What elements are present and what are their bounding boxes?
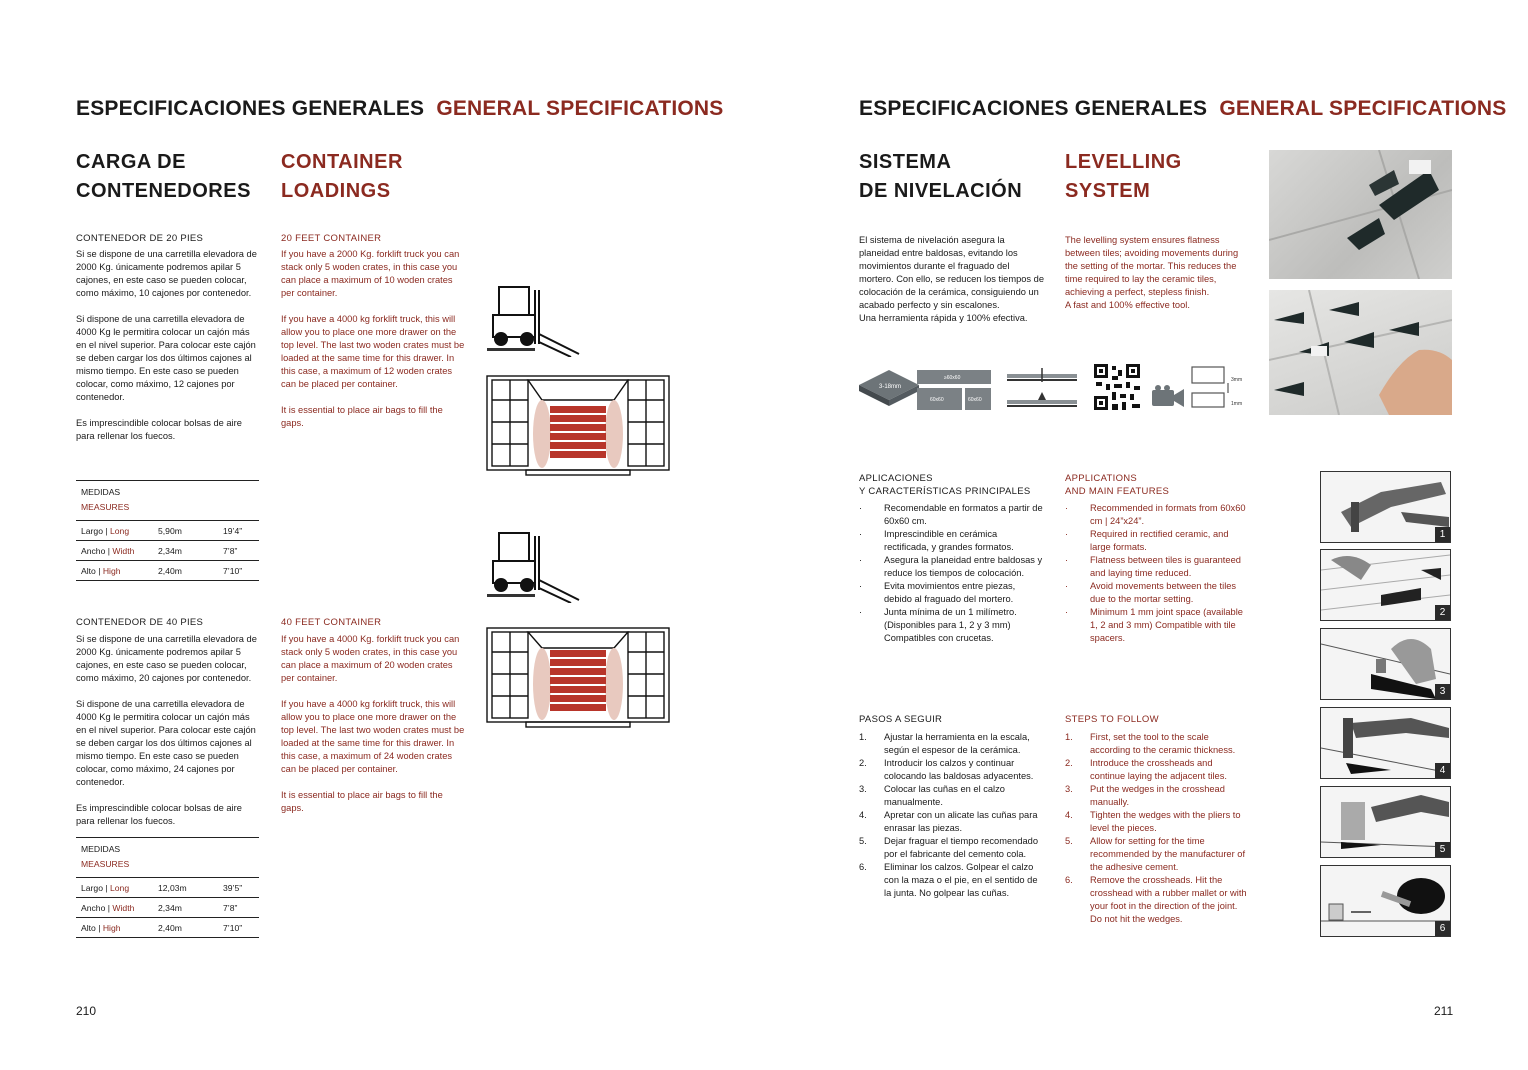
list-item: 5. Dejar fraguar el tiempo recomendado por el fabricante del cemento cola. xyxy=(859,836,1038,859)
right-header xyxy=(859,97,1506,121)
list-item: · Recommended in formats from 60x60 cm | 24”x24”. xyxy=(1065,503,1246,526)
c40-measures-h-en: MEASURES xyxy=(76,854,259,878)
steps-es-list xyxy=(859,731,1044,900)
step-number: 6 xyxy=(1435,921,1450,936)
left-title-es xyxy=(76,148,251,206)
list-item: 1. First, set the tool to the scale according to the ceramic thickness. xyxy=(1065,732,1236,755)
video-camera-icon xyxy=(1151,385,1185,409)
list-item: 3. Put the wedges in the crosshead manually. xyxy=(1065,784,1225,807)
row-metric: 2,34m xyxy=(158,545,182,556)
list-item: 5. Allow for setting for the time recommended by the manufacturer of the adhesive cement. xyxy=(1065,836,1246,872)
intro-en-text: The levelling system ensures flatness between tiles; avoiding movements during the setting of the mortar. This reduces the time required to lay the ceramic tiles, achieving a perfect, stepless finish. xyxy=(1065,235,1239,297)
c20-es-p1: Si se dispone de una carretilla elevadora de 2000 Kg. únicamente podremos apilar 5 cajones, en este caso se pueden colocar, como máximo, 10 cajones por contenedor. xyxy=(76,249,257,298)
list-item: · Recomendable en formatos a partir de 60x60 cm. xyxy=(859,503,1043,526)
row-metric: 12,03m xyxy=(158,882,187,893)
tile-size-b: 60x60 xyxy=(968,397,982,403)
row-imperial: 19’4” xyxy=(223,525,243,536)
wedge-manual-icon xyxy=(1321,629,1450,699)
row-label-en: Long xyxy=(110,525,130,536)
c20-es-p2: Si dispone de una carretilla elevadora de 4000 Kg le permitira colocar un cajón más en el nivel superior. Para colocar este cajón se deben cargar los dos últimos cajones al mismo tiempo. En este caso se pueden colocar, como máximo, 12 cajones por contenedor. xyxy=(76,314,256,402)
c40-en-p2: If you have a 4000 kg forklift truck, this will allow you to place one more drawer on the top level. The last two woden crates must be loaded at the same time for this drawer. In this case, a maximum of 24 woden crates can be placed per container. xyxy=(281,699,465,774)
c40-measures-h-es: MEDIDAS xyxy=(76,837,259,854)
list-item: · Evita movimientos entre piezas, debido al fraguado del mortero. xyxy=(859,581,1016,604)
c40-es-heading: CONTENEDOR DE 40 PIES xyxy=(76,617,204,628)
joint-1mm-label: 1mm xyxy=(1231,401,1243,407)
crosshead-insert-icon xyxy=(1321,550,1450,620)
step-number: 5 xyxy=(1435,842,1450,857)
intro-en-tagline: A fast and 100% effective tool. xyxy=(1065,300,1190,310)
right-title-en xyxy=(1065,148,1182,206)
step-number: 4 xyxy=(1435,763,1450,778)
step-number: 1 xyxy=(1435,527,1450,542)
c40-es-p1: Si se dispone de una carretilla elevadora de 2000 Kg. únicamente podremos apilar 5 cajones, en este caso se pueden colocar, como máximo, 20 cajones por contenedor. xyxy=(76,634,257,683)
step-number: 2 xyxy=(1435,605,1450,620)
row-metric: 2,34m xyxy=(158,902,182,913)
levelling-photo-2 xyxy=(1269,290,1452,415)
row-label-es: Ancho xyxy=(81,902,106,913)
right-header-en: GENERAL SPECIFICATIONS xyxy=(1219,97,1507,120)
row-imperial: 7’10” xyxy=(223,565,243,576)
c20-es-heading: CONTENEDOR DE 20 PIES xyxy=(76,233,204,244)
list-item: · Asegura la planeidad entre baldosas y reduce los tiempos de colocación. xyxy=(859,555,1043,578)
list-item: · Minimum 1 mm joint space (available 1, 2 and 3 mm) Compatible with tile spacers. xyxy=(1065,607,1243,643)
c20-measures-h-es: MEDIDAS xyxy=(76,480,259,497)
row-label-en: High xyxy=(102,922,121,933)
intro-es-text: El sistema de nivelación asegura la planeidad entre baldosas, evitando los movimientos durante el fraguado del mortero. Con ello, se reducen los tiempos de colocación de la cerámica, consiguiendo un acabado perfecto y sin escalones. xyxy=(859,235,1044,310)
tile-thickness-icon xyxy=(857,365,921,410)
table-row: Alto | High 2,40m 7’10” xyxy=(76,918,259,938)
c40-es-text xyxy=(76,633,261,841)
right-page-number: 211 xyxy=(1434,1004,1454,1018)
list-item: 1. Ajustar la herramienta en la escala, según el espesor de la cerámica. xyxy=(859,732,1030,755)
steps-es-heading: PASOS A SEGUIR xyxy=(859,714,943,725)
list-item: · Imprescindible en cerámica rectificada, y grandes formatos. xyxy=(859,529,1014,552)
c20-measures-table xyxy=(76,480,259,581)
row-label-es: Largo xyxy=(81,525,103,536)
step-illustration-6 xyxy=(1320,865,1451,937)
c20-es-p3: Es imprescindible colocar bolsas de aire para rellenar los fuecos. xyxy=(76,418,242,441)
list-item: · Avoid movements between the tiles due to the mortar setting. xyxy=(1065,581,1237,604)
left-title-en-line1: CONTAINER xyxy=(281,151,403,173)
left-title-en-line2: LOADINGS xyxy=(281,180,391,202)
step-illustration-3 xyxy=(1320,628,1451,700)
right-title-es xyxy=(859,148,1022,206)
forklift-4000-illustration xyxy=(483,528,583,603)
apps-es-h1: APLICACIONES xyxy=(859,473,933,484)
rubber-mallet-icon xyxy=(1321,866,1450,936)
c20-en-p1: If you have a 2000 Kg. forklift truck you can stack only 5 woden crates, in this case you can place a maximum of 10 woden crates per container. xyxy=(281,249,460,298)
steps-en-list xyxy=(1065,731,1250,926)
c40-en-heading: 40 FEET CONTAINER xyxy=(281,617,382,628)
row-label-en: High xyxy=(102,565,121,576)
right-title-en-line1: LEVELLING xyxy=(1065,151,1182,173)
apps-en-h1: APPLICATIONS xyxy=(1065,473,1138,484)
container-20ft-diagram xyxy=(486,372,670,476)
step-illustration-5 xyxy=(1320,786,1451,858)
right-title-en-line2: SYSTEM xyxy=(1065,180,1151,202)
row-label-es: Ancho xyxy=(81,545,106,556)
row-metric: 5,90m xyxy=(158,525,182,536)
left-header-en: GENERAL SPECIFICATIONS xyxy=(436,97,724,120)
apps-es-heading xyxy=(859,472,1030,498)
list-item: · Junta mínima de un 1 milímetro. (Disponibles para 1, 2 y 3 mm) Compatibles con crucetas. xyxy=(859,607,1017,643)
list-item: 4. Apretar con un alicate las cuñas para enrasar las piezas. xyxy=(859,810,1038,833)
right-title-es-line1: SISTEMA xyxy=(859,151,952,173)
joint-3mm-label: 3mm xyxy=(1231,377,1243,383)
table-row: Largo | Long 12,03m 39’5” xyxy=(76,878,259,898)
left-title-en xyxy=(281,148,403,206)
step-illustration-2 xyxy=(1320,549,1451,621)
setting-time-icon xyxy=(1321,787,1450,857)
list-item: 4. Tighten the wedges with the pliers to level the pieces. xyxy=(1065,810,1241,833)
step-illustration-1 xyxy=(1320,471,1451,543)
list-item: · Required in rectified ceramic, and large formats. xyxy=(1065,529,1229,552)
wedge-photo-icon xyxy=(1269,150,1452,279)
hand-wedges-icon xyxy=(1269,290,1452,415)
list-item: 6. Remove the crossheads. Hit the crosshead with a rubber mallet or with your foot in the direction of the joint. Do not hit the wedges. xyxy=(1065,875,1247,924)
row-label-es: Alto xyxy=(81,922,96,933)
list-item: 2. Introduce the crossheads and continue laying the adjacent tiles. xyxy=(1065,758,1227,781)
list-item: 2. Introducir los calzos y continuar colocando las baldosas adyacentes. xyxy=(859,758,1034,781)
row-label-en: Width xyxy=(112,545,135,556)
apps-es-list xyxy=(859,502,1044,645)
levelling-intro-en xyxy=(1065,234,1250,312)
c20-en-p3: It is essential to place air bags to fill the gaps. xyxy=(281,405,443,428)
list-item: 6. Eliminar los calzos. Golpear el calzo con la maza o el pie, en el sentido de la junta. No golpear las cuñas. xyxy=(859,862,1038,898)
levelling-intro-es xyxy=(859,234,1044,325)
apps-en-heading xyxy=(1065,472,1169,498)
c40-es-p3: Es imprescindible colocar bolsas de aire para rellenar los fuecos. xyxy=(76,803,242,826)
tile-thickness-label: 3-18mm xyxy=(879,384,902,390)
table-row: Ancho | Width 2,34m 7’8” xyxy=(76,541,259,561)
qr-code-icon xyxy=(1093,363,1141,411)
apps-en-h2: AND MAIN FEATURES xyxy=(1065,486,1170,497)
table-row: Alto | High 2,40m 7’10” xyxy=(76,561,259,581)
row-metric: 2,40m xyxy=(158,565,182,576)
c40-en-p3: It is essential to place air bags to fill the gaps. xyxy=(281,790,443,813)
apps-es-h2: Y CARACTERÍSTICAS PRINCIPALES xyxy=(859,486,1031,497)
row-label-es: Largo xyxy=(81,882,103,893)
apps-en-list xyxy=(1065,502,1250,645)
c20-es-text xyxy=(76,248,261,456)
c40-en-text xyxy=(281,633,466,828)
steps-en-heading: STEPS TO FOLLOW xyxy=(1065,714,1159,725)
c20-measures-h-en: MEASURES xyxy=(76,497,259,521)
row-metric: 2,40m xyxy=(158,922,182,933)
step-illustration-4 xyxy=(1320,707,1451,779)
table-row: Largo | Long 5,90m 19’4” xyxy=(76,521,259,541)
row-imperial: 39’5” xyxy=(223,882,243,893)
list-item: · Flatness between tiles is guaranteed and laying time reduced. xyxy=(1065,555,1241,578)
pliers-scale-icon xyxy=(1321,472,1450,542)
left-page-number: 210 xyxy=(76,1004,97,1018)
pliers-tighten-icon xyxy=(1321,708,1450,778)
c40-en-p1: If you have a 4000 Kg. forklift truck you can stack only 5 woden crates, in this case you can place a maximum of 20 woden crates per container. xyxy=(281,634,460,683)
row-label-en: Long xyxy=(110,882,130,893)
levelling-profile-icon xyxy=(1005,368,1079,410)
row-label-es: Alto xyxy=(81,565,96,576)
tile-sizes-icon xyxy=(916,369,992,411)
c40-measures-table xyxy=(76,837,259,938)
tile-size-label: ≥60x60 xyxy=(944,375,961,381)
right-header-es: ESPECIFICACIONES GENERALES xyxy=(859,97,1208,120)
container-40ft-diagram xyxy=(486,624,670,728)
left-title-es-line1: CARGA DE xyxy=(76,151,186,173)
left-title-es-line2: CONTENEDORES xyxy=(76,180,251,202)
levelling-photo-1 xyxy=(1269,150,1452,279)
right-title-es-line2: DE NIVELACIÓN xyxy=(859,180,1023,202)
c20-en-p2: If you have a 4000 kg forklift truck, this will allow you to place one more drawer on the top level. The last two woden crates must be loaded at the same time for this drawer. In this case, a maximum of 12 woden crates can be placed per container. xyxy=(281,314,465,389)
joint-spacing-icon xyxy=(1190,365,1246,409)
row-imperial: 7’8” xyxy=(223,902,238,913)
left-header xyxy=(76,97,723,121)
tile-size-a: 60x60 xyxy=(930,397,944,403)
left-header-es: ESPECIFICACIONES GENERALES xyxy=(76,97,425,120)
c40-es-p2: Si dispone de una carretilla elevadora de 4000 Kg le permitira colocar un cajón más en el nivel superior. Para colocar este cajón se deben cargar los dos últimos cajones al mismo tiempo. En este caso se pueden colocar, como máximo, 24 cajones por contenedor. xyxy=(76,699,256,787)
row-imperial: 7’10” xyxy=(223,922,243,933)
forklift-2000-illustration xyxy=(483,282,583,357)
step-number: 3 xyxy=(1435,684,1450,699)
row-imperial: 7’8” xyxy=(223,545,238,556)
intro-es-tagline: Una herramienta rápida y 100% efectiva. xyxy=(859,313,1028,323)
c20-en-heading: 20 FEET CONTAINER xyxy=(281,233,382,244)
table-row: Ancho | Width 2,34m 7’8” xyxy=(76,898,259,918)
list-item: 3. Colocar las cuñas en el calzo manualmente. xyxy=(859,784,1005,807)
row-label-en: Width xyxy=(112,902,135,913)
c20-en-text xyxy=(281,248,466,443)
